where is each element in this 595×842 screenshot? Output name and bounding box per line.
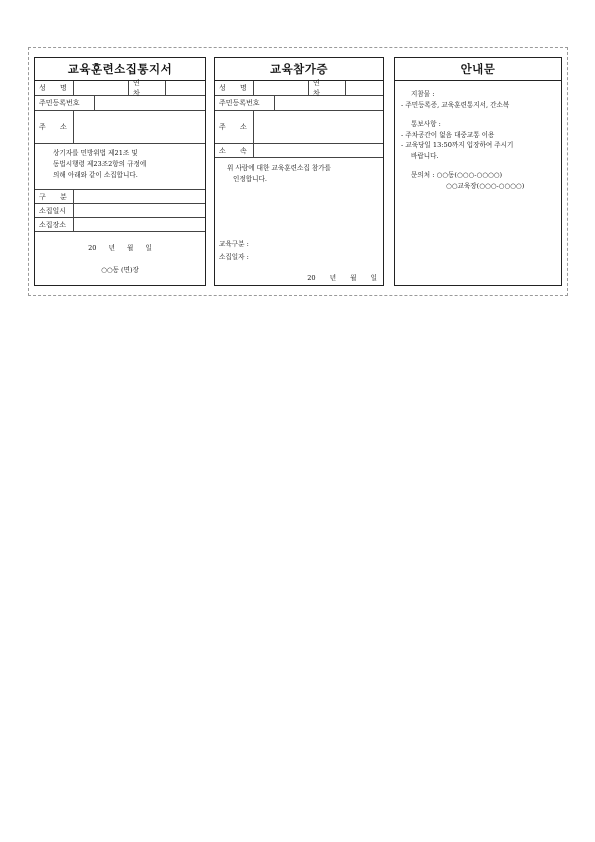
name-value <box>74 81 129 95</box>
notes-line: - 주차공간이 없음 대중교통 이용 <box>401 130 495 139</box>
items-header: 지참물 : <box>411 90 435 98</box>
name-label: 성 명 <box>215 81 254 95</box>
call-date-value <box>74 204 205 217</box>
card-title: 안내문 <box>395 58 561 81</box>
name-label: 성 명 <box>35 81 74 95</box>
division-label: 구 분 <box>35 190 74 203</box>
call-place-row <box>35 218 205 232</box>
division-value <box>74 190 205 203</box>
body-line: 의해 아래와 같이 소집합니다. <box>53 171 138 179</box>
age-label: 연 차 <box>129 81 166 95</box>
id-label: 주민등록번호 <box>215 96 275 110</box>
guide-content <box>395 81 561 191</box>
address-value <box>254 111 383 143</box>
age-value <box>346 81 383 95</box>
contact-line: 문의처 : ○○동(○○○-○○○○) <box>411 171 503 179</box>
division-row <box>35 190 205 204</box>
edu-type-label: 교육구분 : <box>219 240 249 248</box>
id-value <box>95 96 205 110</box>
contact-line: ○○교육장(○○○-○○○○) <box>446 181 525 190</box>
name-row <box>35 81 205 96</box>
card-title: 교육훈련소집통지서 <box>35 58 205 81</box>
notice-sheet <box>28 47 568 296</box>
body-line: 상기자를 민방위법 제21조 및 <box>53 149 138 157</box>
participation-card <box>214 57 384 286</box>
body-line: 동법시행령 제23조2항의 규정에 <box>53 160 147 168</box>
confirm-text <box>215 158 383 185</box>
issuer: ○○동 (면)장 <box>101 266 139 274</box>
notes-header: 통보사항 : <box>411 120 441 128</box>
address-row <box>35 111 205 144</box>
call-place-value <box>74 218 205 231</box>
call-notice-card <box>34 57 206 286</box>
affiliation-row <box>215 144 383 158</box>
affiliation-value <box>254 144 383 157</box>
notes-line: 바랍니다. <box>411 151 439 160</box>
age-label: 연 차 <box>309 81 346 95</box>
call-date-label: 소집일자 : <box>219 253 249 261</box>
call-place-label: 소집장소 <box>35 218 74 231</box>
affiliation-label: 소 속 <box>215 144 254 157</box>
items-text: - 주민등록증, 교육훈련통지서, 간소복 <box>401 100 510 109</box>
id-row <box>215 96 383 111</box>
address-row <box>215 111 383 144</box>
address-label: 주 소 <box>35 111 74 143</box>
call-date-label: 소집일시 <box>35 204 74 217</box>
id-label: 주민등록번호 <box>35 96 95 110</box>
id-row <box>35 96 205 111</box>
address-value <box>74 111 205 143</box>
guide-card <box>394 57 562 286</box>
sign-date: 20 년 월 일 <box>88 244 152 252</box>
call-date-row <box>35 204 205 218</box>
card-title: 교육참가증 <box>215 58 383 81</box>
address-label: 주 소 <box>215 111 254 143</box>
age-value <box>166 81 205 95</box>
body-line: 인정합니다. <box>233 175 267 183</box>
call-text <box>35 144 205 190</box>
id-value <box>275 96 383 110</box>
notes-line: - 교육당일 13:50까지 입장하여 주시기 <box>401 141 514 149</box>
name-row <box>215 81 383 96</box>
body-line: 위 사람에 대한 교육훈련소집 참가를 <box>227 164 331 172</box>
name-value <box>254 81 309 95</box>
sign-date: 20 년 월 일 <box>307 274 377 282</box>
